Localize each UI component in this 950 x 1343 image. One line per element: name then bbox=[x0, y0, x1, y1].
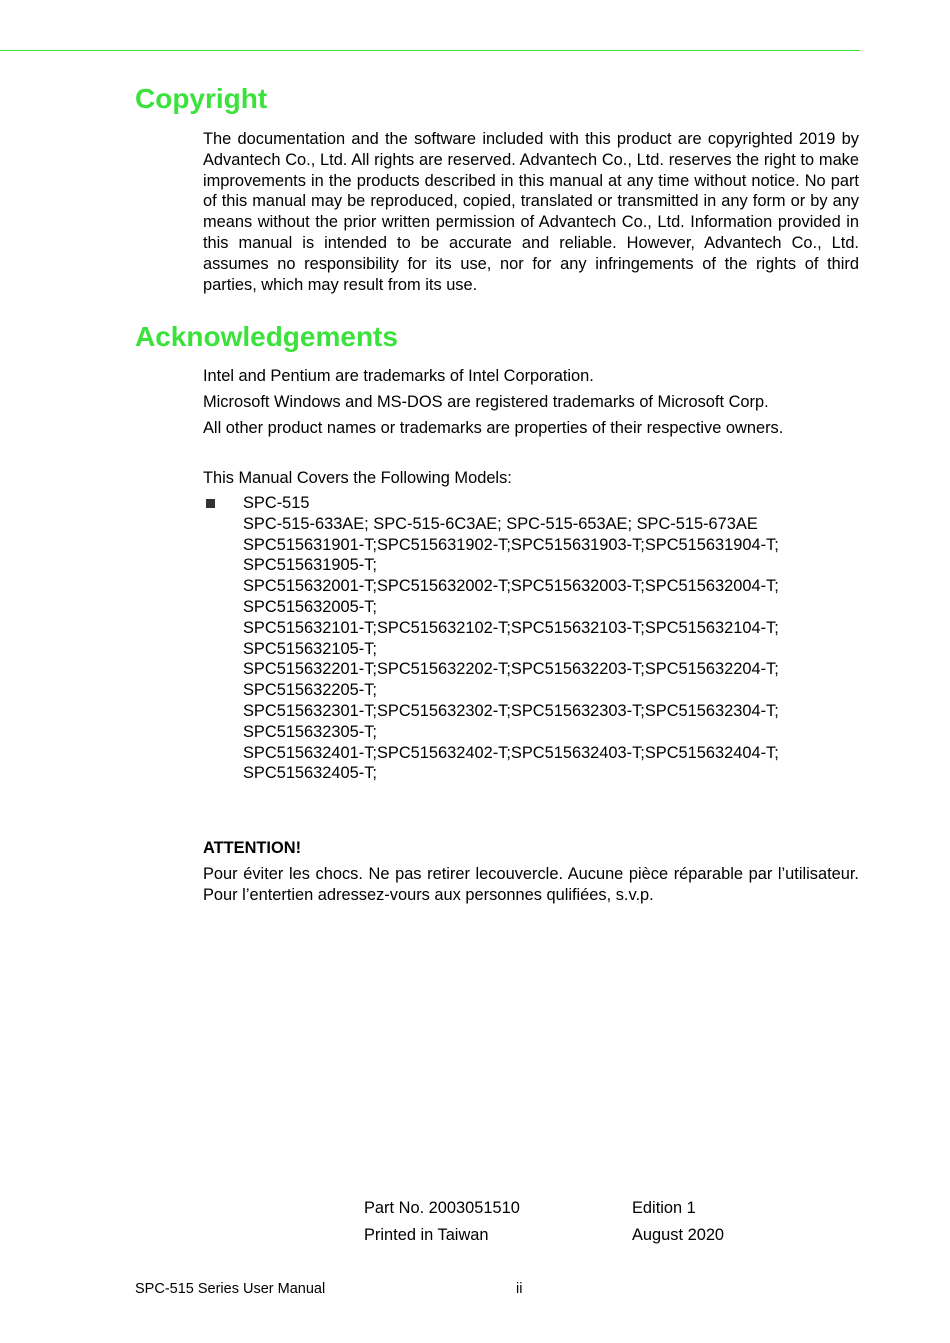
footer-manual-title: SPC-515 Series User Manual bbox=[135, 1281, 326, 1297]
model-line: SPC515632101-T;SPC515632102-T;SPC515632103-T;SPC515632104-T; bbox=[243, 618, 779, 637]
acknowledgement-line: Intel and Pentium are trademarks of Intel Corporation. bbox=[203, 367, 594, 385]
publication-date: August 2020 bbox=[632, 1226, 725, 1244]
model-line: SPC515632405-T; bbox=[243, 764, 377, 783]
model-line: SPC515632105-T; bbox=[243, 639, 377, 658]
model-line: SPC515632001-T;SPC515632002-T;SPC515632003-T;SPC515632004-T; bbox=[243, 577, 779, 596]
model-line: SPC515632205-T; bbox=[243, 681, 377, 700]
part-number: Part No. 2003051510 bbox=[364, 1199, 520, 1217]
top-rule bbox=[0, 50, 860, 51]
acknowledgements-heading: Acknowledgements bbox=[135, 321, 398, 352]
square-bullet-icon bbox=[206, 499, 215, 508]
attention-title: ATTENTION! bbox=[203, 839, 302, 857]
attention-paragraph: Pour éviter les chocs. Ne pas retirer lecouvercle. Aucune pièce réparable par l’utilisateur. Pour l’entertien adressez-vours aux personnes qulifiées, s.v.p. bbox=[203, 865, 859, 904]
model-line: SPC515632401-T;SPC515632402-T;SPC515632403-T;SPC515632404-T; bbox=[243, 743, 779, 762]
model-line: SPC515631905-T; bbox=[243, 556, 377, 575]
model-line: SPC-515 bbox=[243, 494, 310, 512]
copyright-paragraph: The documentation and the software included with this product are copyrighted 2019 by Advantech Co., Ltd. All rights are reserved. Advantech Co., Ltd. reserves the right to make improvements in the products described in this manual at any time without notice. No part of this manual may be reproduced, copied, translated or transmitted in any form or by any means without the prior written permission of Advantech Co., Ltd. Information provided in this manual is intended to be accurate and reliable. However, Advantech Co., Ltd. assumes no responsibility for its use, nor for any infringements of the rights of third parties, which may result from its use. bbox=[203, 130, 859, 294]
models-list bbox=[243, 493, 779, 784]
models-intro: This Manual Covers the Following Models: bbox=[203, 469, 512, 487]
model-line: SPC515632005-T; bbox=[243, 597, 377, 616]
page-number: ii bbox=[516, 1281, 523, 1297]
acknowledgement-line: Microsoft Windows and MS-DOS are registered trademarks of Microsoft Corp. bbox=[203, 393, 769, 411]
edition: Edition 1 bbox=[632, 1199, 696, 1217]
model-line: SPC515632305-T; bbox=[243, 722, 377, 741]
model-line: SPC515632201-T;SPC515632202-T;SPC515632203-T;SPC515632204-T; bbox=[243, 660, 779, 679]
printed-location: Printed in Taiwan bbox=[364, 1226, 489, 1244]
acknowledgement-line: All other product names or trademarks are properties of their respective owners. bbox=[203, 419, 784, 437]
model-line: SPC-515-633AE; SPC-515-6C3AE; SPC-515-653AE; SPC-515-673AE bbox=[243, 514, 758, 533]
model-line: SPC515631901-T;SPC515631902-T;SPC515631903-T;SPC515631904-T; bbox=[243, 535, 779, 554]
model-line: SPC515632301-T;SPC515632302-T;SPC515632303-T;SPC515632304-T; bbox=[243, 701, 779, 720]
copyright-heading: Copyright bbox=[135, 83, 268, 114]
